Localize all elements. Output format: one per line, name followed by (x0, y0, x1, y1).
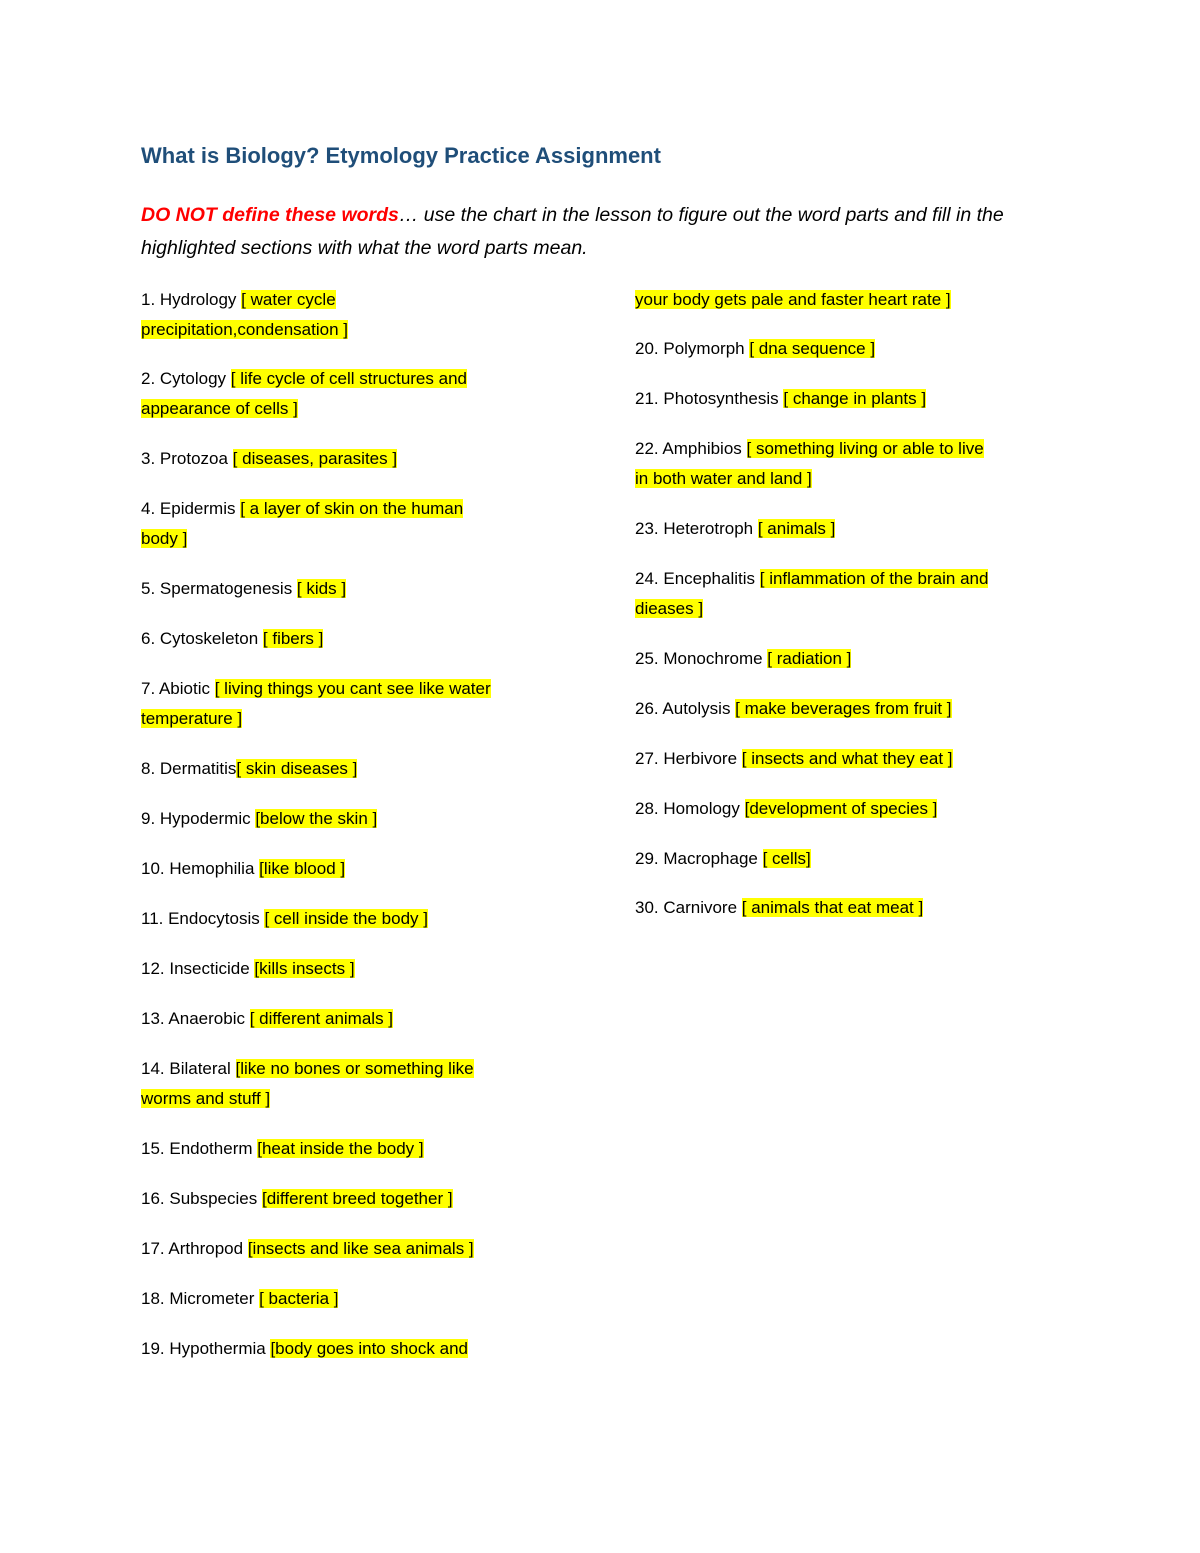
question-term: 20. Polymorph (635, 339, 750, 358)
answer-highlight: [ dna sequence ] (749, 339, 876, 358)
question-item (635, 334, 875, 364)
question-item (141, 444, 397, 474)
question-term: 9. Hypodermic (141, 809, 256, 828)
answer-highlight: [ cells] (762, 849, 811, 868)
question-item (141, 674, 491, 704)
question-item (141, 1004, 393, 1034)
answer-highlight: [like no bones or something like (235, 1059, 474, 1078)
answer-highlight: body ] (141, 529, 188, 548)
question-term: 24. Encephalitis (635, 569, 760, 588)
question-term: 19. Hypothermia (141, 1339, 271, 1358)
answer-highlight: temperature ] (141, 709, 243, 728)
question-item (635, 644, 851, 674)
question-item (141, 1134, 424, 1164)
answer-highlight: [ life cycle of cell structures and (230, 369, 467, 388)
answer-highlight: [different breed together ] (261, 1189, 453, 1208)
answer-highlight: [insects and like sea animals ] (247, 1239, 474, 1258)
question-item (141, 1284, 338, 1314)
question-item (141, 854, 345, 884)
answer-highlight: [ kids ] (296, 579, 347, 598)
question-item (635, 514, 835, 544)
question-item (635, 794, 937, 824)
question-term: 26. Autolysis (635, 699, 736, 718)
answer-highlight: [ cell inside the body ] (264, 909, 428, 928)
question-item (141, 1054, 474, 1084)
question-term: 12. Insecticide (141, 959, 255, 978)
question-term: 30. Carnivore (635, 898, 742, 917)
question-term: 21. Photosynthesis (635, 389, 784, 408)
instructions-text: … use the chart in the lesson to figure out the word parts and fill in the highlighted sections with what the word parts mean. (141, 204, 1004, 259)
answer-highlight: [ diseases, parasites ] (232, 449, 398, 468)
answer-highlight: precipitation,condensation ] (141, 320, 348, 339)
question-item (141, 1234, 474, 1264)
question-item (635, 285, 951, 315)
answer-highlight: [ a layer of skin on the human (240, 499, 464, 518)
question-item-continued (635, 464, 812, 494)
question-item (635, 744, 953, 774)
question-item (141, 904, 428, 934)
question-item-continued (141, 394, 298, 424)
answer-highlight: [ something living or able to live (746, 439, 984, 458)
question-term: 10. Hemophilia (141, 859, 260, 878)
answer-highlight: [ bacteria ] (259, 1289, 339, 1308)
answer-highlight: your body gets pale and faster heart rate ] (635, 290, 951, 309)
answer-highlight: [ make beverages from fruit ] (735, 699, 952, 718)
question-term: 25. Monochrome (635, 649, 768, 668)
question-item (141, 364, 467, 394)
answer-highlight: worms and stuff ] (141, 1089, 271, 1108)
question-term: 7. Abiotic (141, 679, 215, 698)
question-item (635, 844, 811, 874)
answer-highlight: [kills insects ] (254, 959, 355, 978)
instructions (141, 199, 1071, 265)
instructions-warning: DO NOT define these words (141, 204, 399, 226)
answer-highlight: [ water cycle (241, 290, 336, 309)
question-term: 15. Endotherm (141, 1139, 258, 1158)
question-term: 13. Anaerobic (141, 1009, 250, 1028)
answer-highlight: [ different animals ] (249, 1009, 394, 1028)
question-item-continued (141, 315, 348, 345)
page-title: What is Biology? Etymology Practice Assignment (141, 143, 661, 168)
question-item (635, 384, 926, 414)
answer-highlight: [ radiation ] (767, 649, 852, 668)
question-term: 27. Herbivore (635, 749, 742, 768)
answer-highlight: [ insects and what they eat ] (741, 749, 953, 768)
answer-highlight: [heat inside the body ] (257, 1139, 424, 1158)
answer-highlight: [ inflammation of the brain and (759, 569, 989, 588)
answer-highlight: [like blood ] (259, 859, 346, 878)
question-term: 23. Heterotroph (635, 519, 758, 538)
question-term: 16. Subspecies (141, 1189, 262, 1208)
question-term: 6. Cytoskeleton (141, 629, 263, 648)
question-term: 5. Spermatogenesis (141, 579, 297, 598)
answer-highlight: dieases ] (635, 599, 704, 618)
question-item (141, 954, 355, 984)
question-item (141, 574, 346, 604)
question-term: 18. Micrometer (141, 1289, 260, 1308)
question-item (635, 564, 988, 594)
question-term: 22. Amphibios (635, 439, 747, 458)
question-term: 11. Endocytosis (141, 909, 265, 928)
question-item (141, 1184, 453, 1214)
answer-highlight: [body goes into shock and (270, 1339, 468, 1358)
answer-highlight: [ skin diseases ] (236, 759, 358, 778)
question-item (141, 804, 377, 834)
answer-highlight: in both water and land ] (635, 469, 812, 488)
answer-highlight: [ living things you cant see like water (214, 679, 491, 698)
question-term: 2. Cytology (141, 369, 231, 388)
question-item (635, 434, 984, 464)
question-item-continued (141, 704, 242, 734)
answer-highlight: appearance of cells ] (141, 399, 298, 418)
question-term: 28. Homology (635, 799, 745, 818)
question-term: 17. Arthropod (141, 1239, 248, 1258)
question-item-continued (635, 594, 703, 624)
question-term: 14. Bilateral (141, 1059, 236, 1078)
answer-highlight: [ change in plants ] (783, 389, 927, 408)
answer-highlight: [ fibers ] (262, 629, 324, 648)
answer-highlight: [ animals that eat meat ] (741, 898, 924, 917)
question-item-continued (141, 524, 187, 554)
question-term: 1. Hydrology (141, 290, 242, 309)
question-item (141, 624, 323, 654)
question-item (635, 893, 923, 923)
question-item (141, 754, 357, 784)
question-item-continued (141, 1084, 270, 1114)
question-item (141, 494, 463, 524)
question-item (141, 285, 336, 315)
question-term: 3. Protozoa (141, 449, 233, 468)
question-item (635, 694, 952, 724)
answer-highlight: [development of species ] (744, 799, 938, 818)
question-term: 29. Macrophage (635, 849, 763, 868)
question-term: 4. Epidermis (141, 499, 241, 518)
question-term: 8. Dermatitis (141, 759, 237, 778)
answer-highlight: [ animals ] (757, 519, 836, 538)
question-item (141, 1334, 468, 1364)
answer-highlight: [below the skin ] (255, 809, 378, 828)
